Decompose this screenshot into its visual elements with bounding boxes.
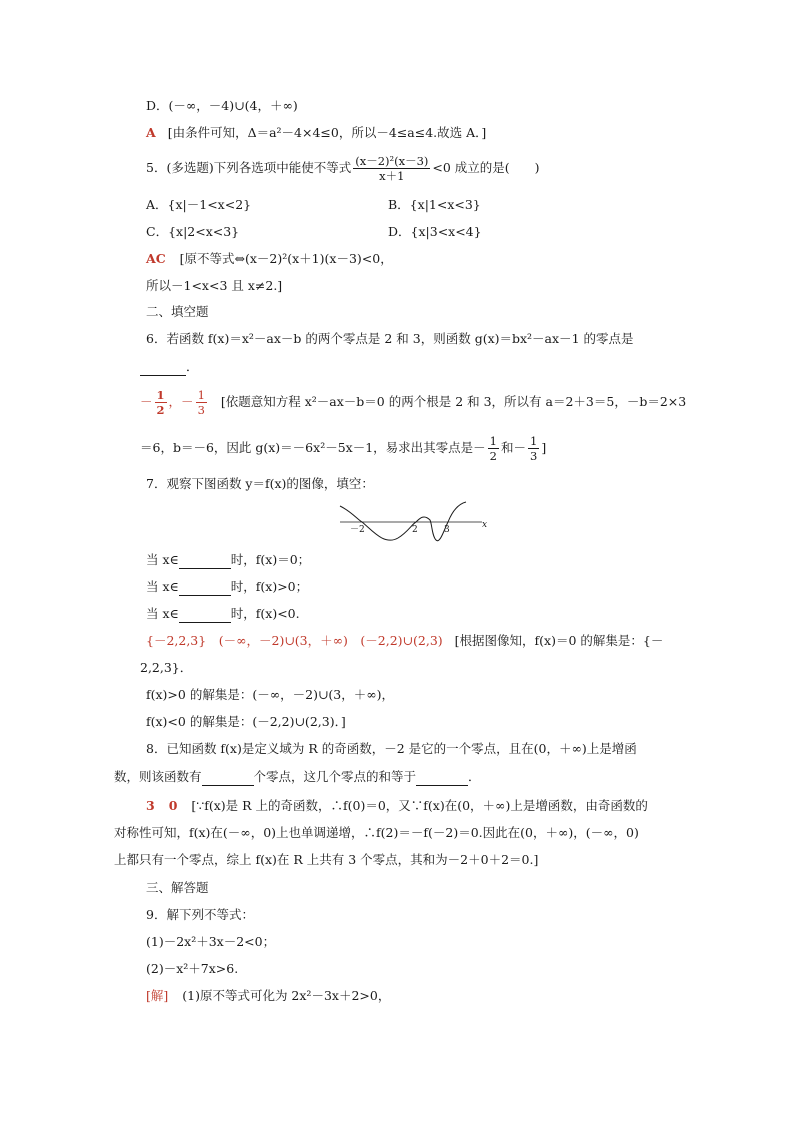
q7-line-3 <box>146 605 300 623</box>
q6-answer-den-2: 3 <box>197 403 205 417</box>
label-2: 2 <box>412 525 418 535</box>
q7-explanation-1: [根据图像知，f(x)＝0 的解集是：{－ <box>454 633 664 648</box>
q9-solution-text: (1)原不等式可化为 2x²－3x＋2>0， <box>182 988 391 1003</box>
label-neg2: －2 <box>350 525 365 535</box>
q6-comma: ， <box>168 394 182 409</box>
q7-line-1 <box>146 551 310 569</box>
q4-option-d: D．(－∞，－4)∪(4，＋∞) <box>146 98 298 113</box>
q5-option-c: C．{x|2<x<3} <box>146 224 240 239</box>
q8-explanation-2: 对称性可知，f(x)在(－∞，0)上也单调递增，∴f(2)＝－f(－2)＝0.因此在(0，＋∞)，(－∞，0) <box>114 825 639 840</box>
q7-line-2 <box>146 578 308 596</box>
q5-option-a: A．{x|－1<x<2} <box>146 197 252 212</box>
q6-expl-den-1: 2 <box>489 449 497 463</box>
q7-explanation-2: 2,2,3}． <box>140 660 193 675</box>
q5-fraction-num: (x－2)²(x－3) <box>355 154 429 168</box>
q9-solution-label: [解] <box>146 988 169 1003</box>
q9-stem: 9．解下列不等式： <box>146 907 254 922</box>
q7-line2-a: 当 x∈ <box>146 579 179 594</box>
q7-explanation-4: f(x)<0 的解集是：(－2,2)∪(2,3)．] <box>146 714 346 729</box>
q5-option-b: B．{x|1<x<3} <box>388 197 481 212</box>
label-x: x <box>482 520 488 530</box>
q8-answer-2: 0 <box>168 798 178 813</box>
q6-explanation-end: ] <box>541 440 547 455</box>
q8-stem-2b: 个零点，这几个零点的和等于 <box>253 769 417 784</box>
q6-stem: 6．若函数 f(x)＝x²－ax－b 的两个零点是 2 和 3，则函数 g(x)＝bx²－ax－1 的零点是 <box>146 331 634 346</box>
section-solve-title: 三、解答题 <box>146 880 209 895</box>
q9-part-1: (1)－2x²＋3x－2<0； <box>146 934 276 949</box>
q6-answer-frac-1 <box>155 388 167 417</box>
q7-line1-a: 当 x∈ <box>146 552 179 567</box>
q6-explanation-mid: 和－ <box>500 440 526 455</box>
q6-answer-frac-2 <box>196 388 207 417</box>
q8-answer-row <box>146 797 648 815</box>
q6-explanation-1: [依题意知方程 x²－ax－b＝0 的两个根是 2 和 3，所以有 a＝2＋3＝5，－b＝2×3 <box>220 394 687 409</box>
q8-stem-1: 8．已知函数 f(x)是定义域为 R 的奇函数，－2 是它的一个零点，且在(0，＋∞)上是增函 <box>146 741 637 756</box>
q7-line1-b: 时，f(x)＝0； <box>230 552 311 567</box>
q6-expl-den-2: 3 <box>530 449 538 463</box>
q5-explanation-2: 所以－1<x<3 且 x≠2.] <box>146 278 283 293</box>
q4-answer-row <box>146 124 486 142</box>
q7-answer: {－2,2,3} (－∞，－2)∪(3，＋∞) (－2,2)∪(2,3) <box>146 633 443 648</box>
q7-line3-b: 时，f(x)<0. <box>230 606 300 621</box>
q7-line3-a: 当 x∈ <box>146 606 179 621</box>
q8-answer-1: 3 <box>146 798 155 813</box>
q6-answer-den-1: 2 <box>156 403 165 417</box>
q5-answer-row <box>146 250 393 268</box>
q5-stem-text: 5．(多选题)下列各选项中能使不等式 <box>146 160 352 175</box>
q8-stem-2 <box>114 768 481 786</box>
q6-explanation-row-2 <box>140 434 546 463</box>
q6-expl-frac-2 <box>528 434 539 463</box>
q5-answer: AC <box>146 251 166 266</box>
q4-answer: A <box>146 125 156 140</box>
q6-blank-line <box>140 358 199 376</box>
q5-explanation-1: [原不等式⇔(x－2)²(x＋1)(x－3)<0， <box>179 251 393 266</box>
q6-blank <box>140 363 186 376</box>
q6-minus-2: － <box>181 394 194 409</box>
q8-explanation-1: [∵f(x)是 R 上的奇函数，∴f(0)＝0，又∵f(x)在(0，＋∞)上是增函数，由奇函数的 <box>191 798 648 813</box>
q6-expl-num-1: 1 <box>489 434 497 448</box>
q8-stem-2a: 数，则该函数有 <box>114 769 202 784</box>
q7-explanation-3: f(x)>0 的解集是：(－∞，－2)∪(3，＋∞)， <box>146 687 395 702</box>
q8-explanation-3: 上都只有一个零点，综上 f(x)在 R 上共有 3 个零点，其和为－2＋0＋2＝0.] <box>114 852 539 867</box>
q9-part-2: (2)－x²＋7x>6. <box>146 961 239 976</box>
q6-minus-1: － <box>140 394 153 409</box>
q6-expl-num-2: 1 <box>530 434 538 448</box>
q5-fraction <box>353 154 430 183</box>
q7-blank-2 <box>179 583 231 596</box>
q6-explanation-2: ＝6，b＝－6，因此 g(x)＝－6x²－5x－1，易求出其零点是－ <box>140 440 486 455</box>
q7-blank-1 <box>179 556 231 569</box>
label-3: 3 <box>444 525 450 535</box>
q5-stem-after: <0 成立的是( ) <box>432 160 540 175</box>
q8-blank-1 <box>202 773 254 786</box>
q8-stem-2c: ． <box>468 769 481 784</box>
q6-answer-row <box>140 388 686 417</box>
q7-blank-3 <box>179 610 231 623</box>
q6-answer-num-2: 1 <box>197 388 205 402</box>
q6-answer-num-1: 1 <box>156 388 165 402</box>
q7-line2-b: 时，f(x)>0； <box>230 579 309 594</box>
q4-explanation: [由条件可知，Δ＝a²－4×4≤0，所以－4≤a≤4.故选 A．] <box>167 125 487 140</box>
q7-function-graph <box>332 500 492 548</box>
q5-option-d: D．{x|3<x<4} <box>388 224 482 239</box>
q7-stem: 7．观察下图函数 y＝f(x)的图像，填空： <box>146 476 374 491</box>
q7-answer-row <box>146 632 663 650</box>
q5-stem <box>146 154 540 183</box>
q6-expl-frac-1 <box>488 434 499 463</box>
section-fill-title: 二、填空题 <box>146 304 209 319</box>
q9-solution-row <box>146 987 390 1005</box>
q5-fraction-den: x＋1 <box>379 169 405 183</box>
q8-blank-2 <box>416 773 468 786</box>
q6-end: ． <box>186 359 199 374</box>
